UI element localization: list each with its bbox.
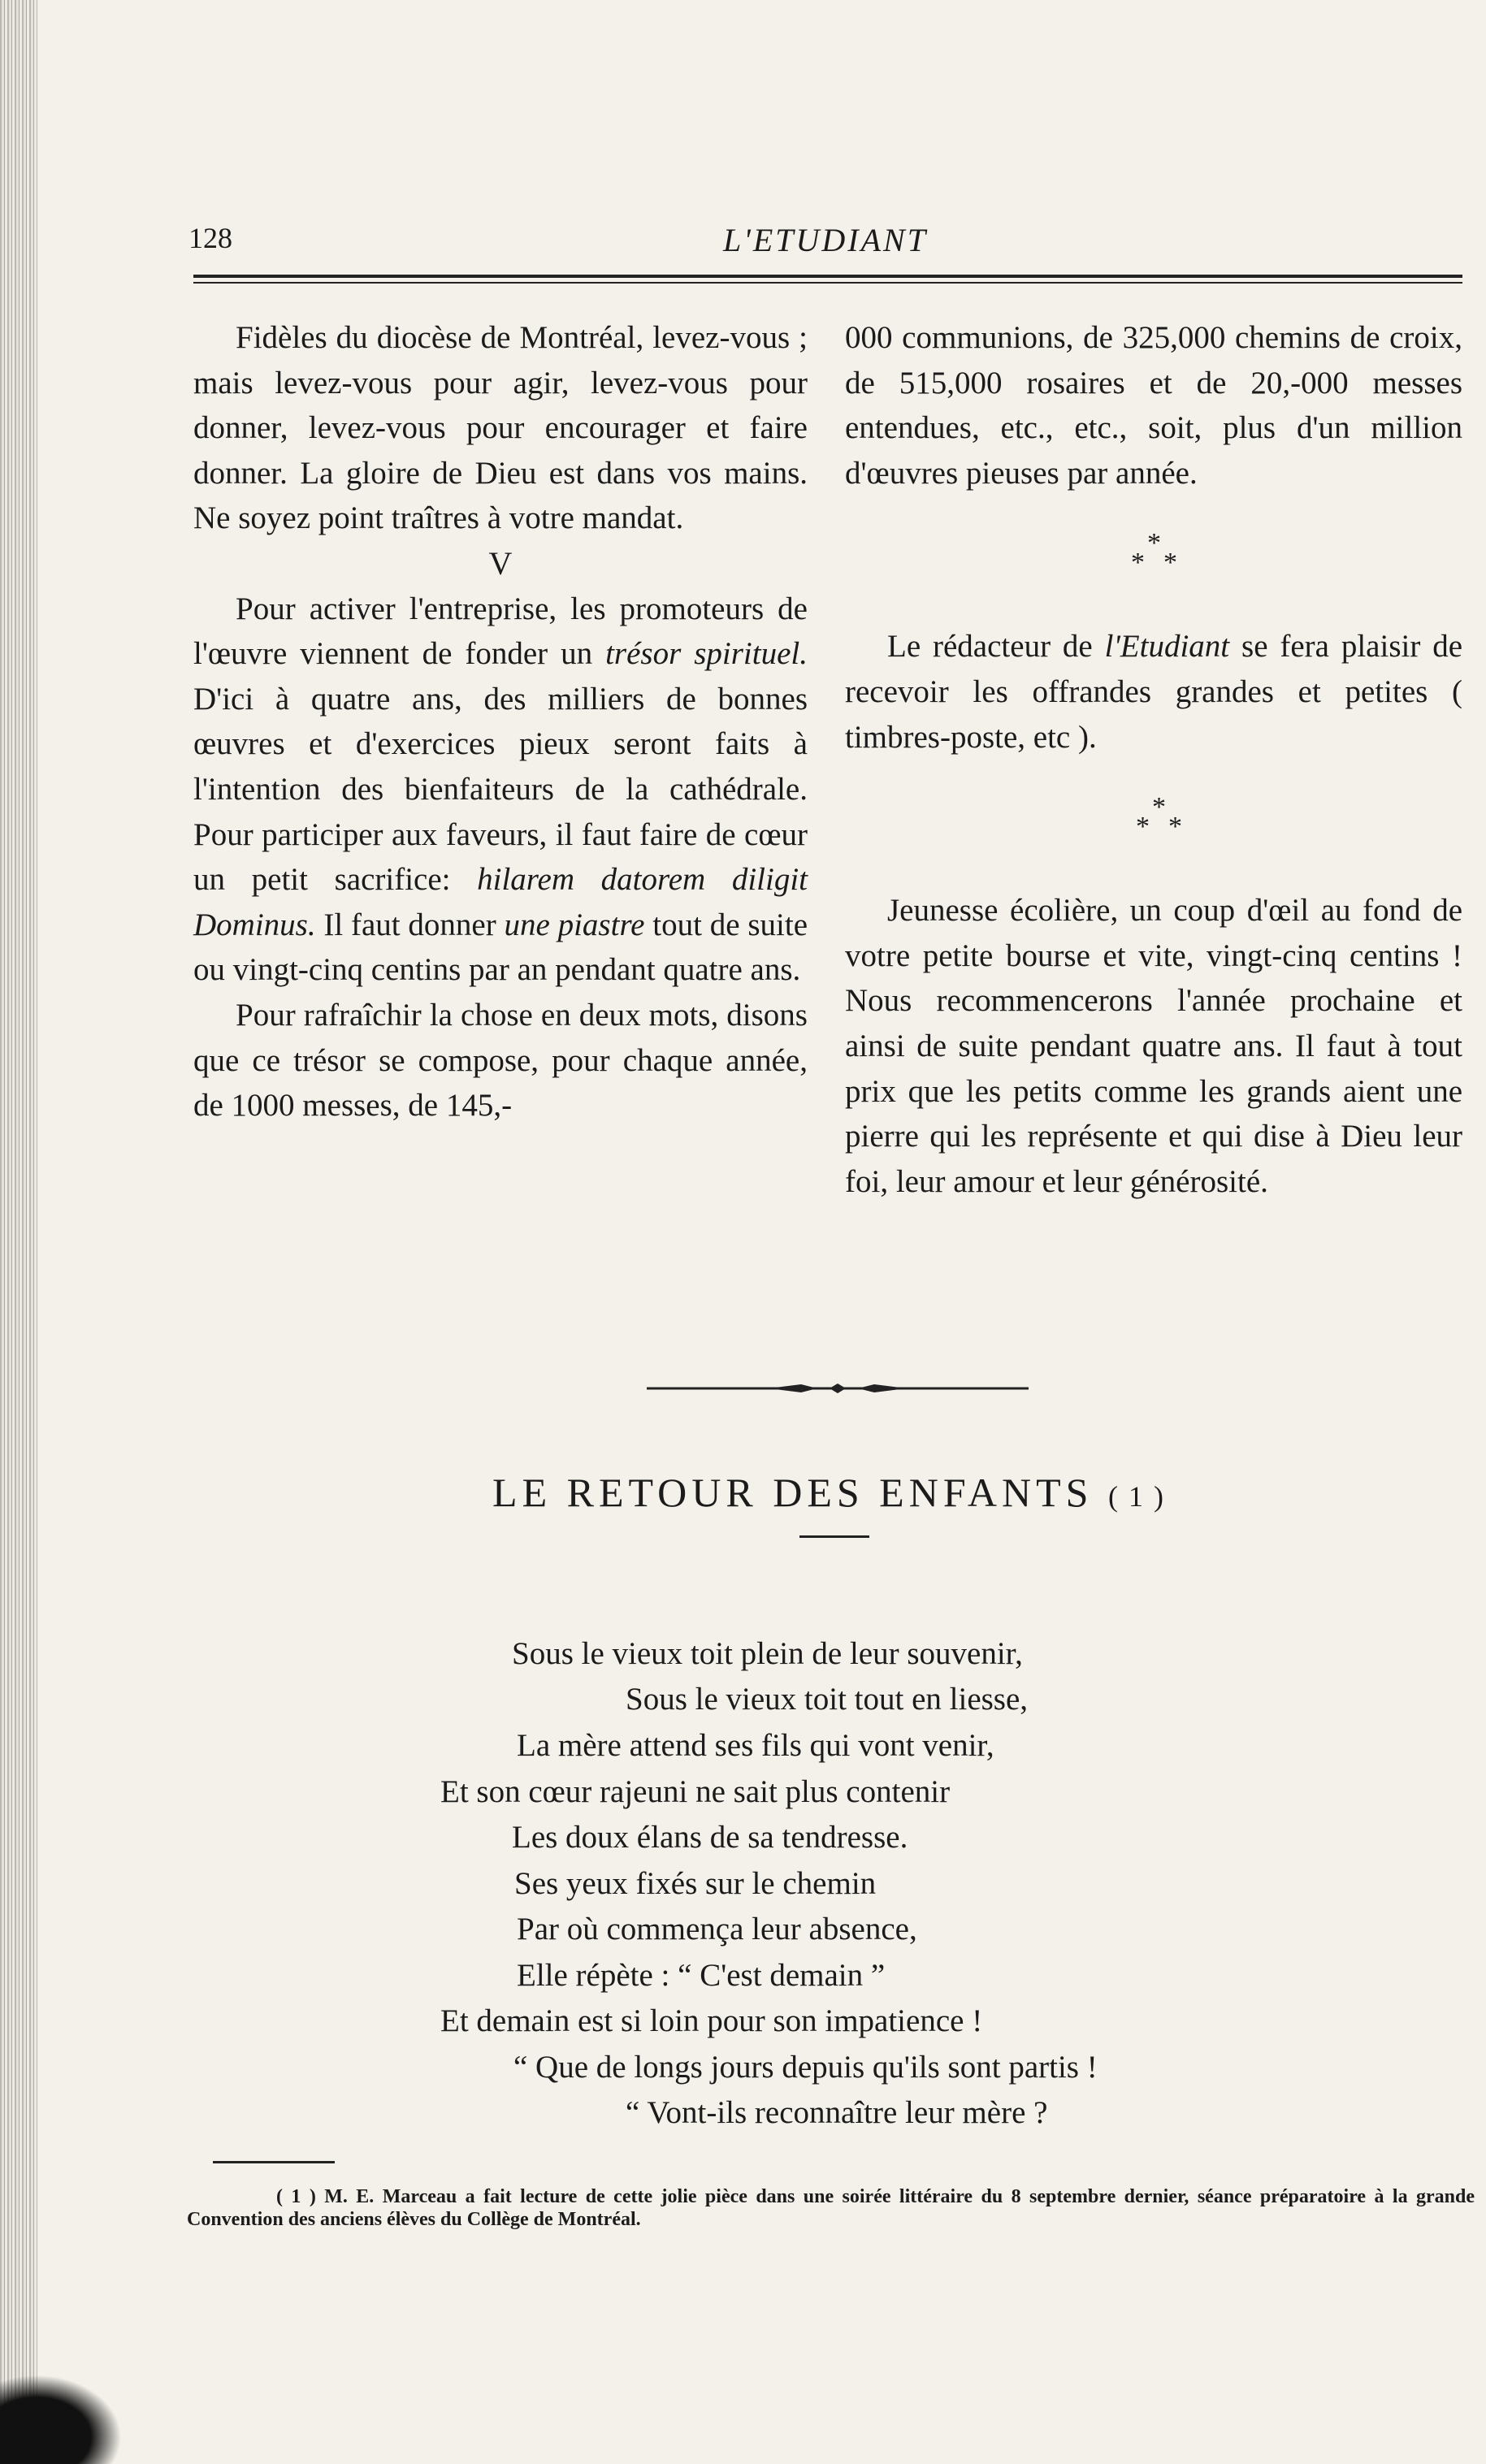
asterism-star: * — [1168, 812, 1182, 842]
left-column — [193, 315, 808, 1128]
verse-line: Sous le vieux toit tout en liesse, — [626, 1682, 1029, 1717]
p2-text-a: Pour activer l'entreprise, les promoteurs de l'œuvre viennent de fonder un — [193, 591, 808, 672]
footnote — [187, 2185, 1475, 2231]
footnote-rule — [213, 2161, 335, 2163]
binding-gutter — [0, 0, 37, 2464]
asterism-star: * — [1163, 548, 1177, 578]
left-paragraph-3: Pour rafraîchir la chose en deux mots, disons que ce trésor se compose, pour chaque année, de 1000 messes, de 145,- — [193, 997, 808, 1124]
asterism-1 — [845, 515, 1462, 604]
p2-text-b: D'ici à quatre ans, des milliers de bonnes œuvres et d'exercices pieux seront faits à l'intention des bienfaiteurs de la cathédrale. Pour participer aux faveurs, il faut faire de cœur un petit sacrifice: — [193, 681, 808, 898]
footnote-text: ( 1 ) M. E. Marceau a fait lecture de cette jolie pièce dans une soirée littéraire du 8 septembre dernier, séance préparatoire à la grande Convention des anciens élèves du Collège de Montréal. — [187, 2186, 1475, 2230]
poem-title-text: LE RETOUR DES ENFANTS — [492, 1470, 1094, 1515]
left-paragraph-2 — [193, 587, 808, 993]
poem-title — [195, 1469, 1462, 1516]
section-number: V — [488, 544, 513, 582]
left-paragraph-1: Fidèles du diocèse de Montréal, levez-vous ; mais levez-vous pour agir, levez-vous pour donner, levez-vous pour encourager et faire donner. La gloire de Dieu est dans vos mains. Ne soyez point traîtres à votre mandat. — [193, 320, 808, 536]
asterism-star: * — [1147, 528, 1161, 559]
p2-emphasis-1: trésor spirituel. — [605, 636, 808, 672]
verse-line: Et son cœur rajeuni ne sait plus contenir — [440, 1774, 951, 1809]
header-rule-thick — [193, 275, 1462, 278]
page-header — [188, 221, 1462, 262]
asterism-2 — [845, 779, 1462, 868]
p2-emphasis-3: une piastre — [504, 907, 645, 942]
asterism-star: * — [1136, 812, 1150, 842]
poem-rule — [799, 1535, 869, 1538]
running-title: L'ETUDIANT — [723, 222, 928, 258]
verse-line: Et demain est si loin pour son impatience ! — [440, 2003, 983, 2038]
p2-text-d: tout de suite ou vingt-cinq centins par an pendant quatre ans. — [193, 907, 808, 988]
verse-line: Par où commença leur absence, — [517, 1912, 917, 1947]
footnote-reference: ( 1 ) — [1107, 1480, 1165, 1513]
right-column — [845, 315, 1462, 1204]
p2-emphasis-2: hilarem datorem diligit Dominus. — [193, 862, 808, 942]
rp2-emphasis: l'Etudiant — [1104, 629, 1230, 665]
rp2-text-b: se fera plaisir de recevoir les offrandes grandes et petites ( timbres-poste, etc ). — [845, 629, 1463, 755]
asterism-star: * — [1131, 548, 1145, 578]
ornament-divider-icon — [647, 1381, 1029, 1396]
header-rule-thin — [193, 282, 1462, 284]
ink-blot — [0, 2375, 122, 2464]
verse-line: “ Vont-ils reconnaître leur mère ? — [626, 2095, 1048, 2130]
p2-text-c: Il faut donner — [315, 907, 505, 942]
verse-line: La mère attend ses fils qui vont venir, — [517, 1728, 994, 1763]
verse-line: Ses yeux fixés sur le chemin — [514, 1866, 877, 1901]
right-paragraph-3: Jeunesse écolière, un coup d'œil au fond de votre petite bourse et vite, vingt-cinq centins ! Nous recommencerons l'année prochaine et ainsi de suite pendant quatre ans. Il faut à tout prix que les petits comme les grands aient une pierre qui les représente et qui dise à Dieu leur foi, leur amour et leur générosité. — [845, 893, 1462, 1199]
verse-line: Sous le vieux toit plein de leur souvenir, — [512, 1636, 1023, 1671]
asterism-star: * — [1152, 792, 1166, 823]
verse-line: “ Que de longs jours depuis qu'ils sont partis ! — [513, 2050, 1098, 2085]
verse-line: Elle répète : “ C'est demain ” — [517, 1958, 886, 1993]
right-paragraph-2 — [845, 624, 1462, 760]
verse-line: Les doux élans de sa tendresse. — [512, 1820, 908, 1855]
page-number: 128 — [188, 222, 232, 254]
rp2-text-a: Le rédacteur de — [887, 629, 1105, 665]
right-paragraph-1: 000 communions, de 325,000 chemins de croix, de 515,000 rosaires et de 20,-000 messes entendues, etc., etc., soit, plus d'un million d'œuvres pieuses par année. — [845, 320, 1462, 491]
